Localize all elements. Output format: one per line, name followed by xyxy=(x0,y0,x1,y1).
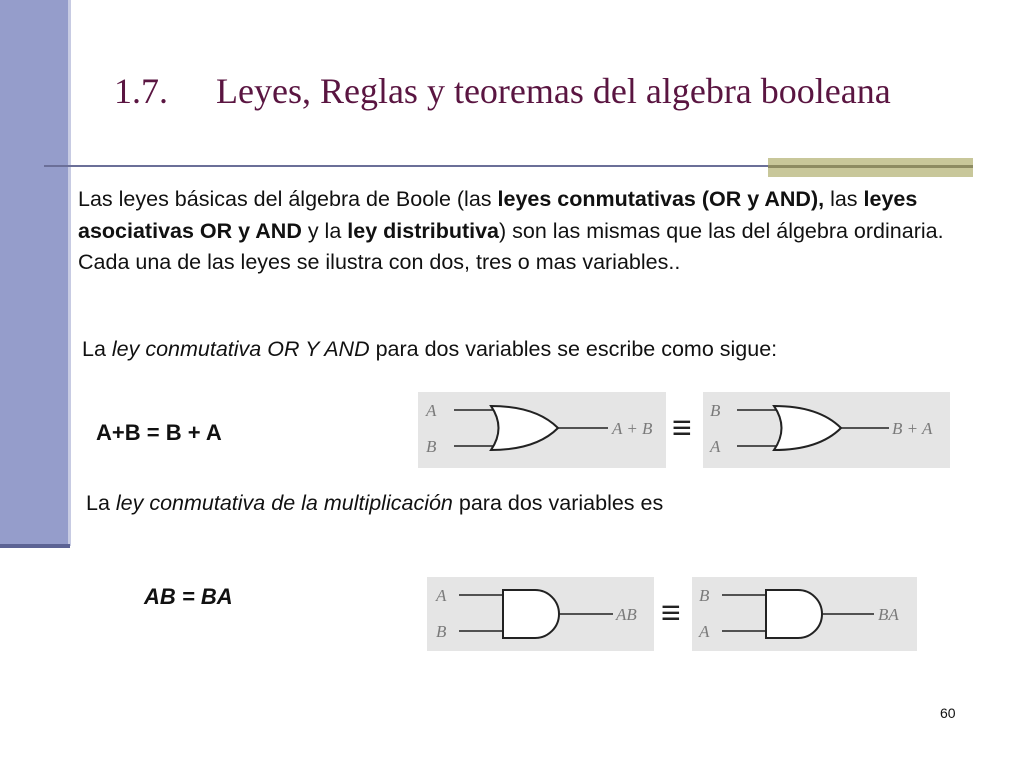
gate-output-label: BA xyxy=(878,605,899,624)
section-title: Leyes, Reglas y teoremas del algebra booleana xyxy=(216,71,891,111)
section-number: 1.7. xyxy=(114,71,168,111)
or-gate-symbol xyxy=(491,406,558,450)
or-gate-diagram-left xyxy=(418,392,666,468)
and-law-formula: AB = BA xyxy=(144,584,233,609)
and-gate-symbol xyxy=(766,590,822,638)
intro-text: Las leyes básicas del álgebra de Boole (las xyxy=(78,187,498,211)
gate-input-label: B xyxy=(699,586,710,605)
gate-output-label: B + A xyxy=(892,419,933,438)
gate-input-label: B xyxy=(710,401,721,420)
gate-input-label: A xyxy=(699,622,710,641)
side-decoration-bar xyxy=(0,0,68,546)
or-law-text: para dos variables se escribe como sigue: xyxy=(369,337,778,361)
and-gate-symbol xyxy=(503,590,559,638)
and-gate-diagram-left xyxy=(427,577,654,651)
side-decoration-base xyxy=(0,544,70,548)
gate-input-label: B xyxy=(426,437,437,456)
and-law-sentence xyxy=(86,491,663,516)
gate-output-label: A + B xyxy=(612,419,653,438)
and-law-text: La xyxy=(86,491,116,515)
intro-text: ) son las mismas que las del álgebra ordinaria. Cada una de las leyes se ilustra con dos, tres o mas variables.. xyxy=(78,218,944,274)
slide-title xyxy=(114,70,891,112)
or-law-emphasis: ley conmutativa OR Y AND xyxy=(111,337,370,361)
or-gate-diagram-right xyxy=(703,392,950,468)
title-accent-box xyxy=(768,158,973,177)
gate-output-label: AB xyxy=(616,605,637,624)
and-gate-svg xyxy=(692,577,917,651)
title-underline xyxy=(44,165,768,167)
equivalence-symbol: ≡ xyxy=(661,594,681,632)
intro-bold-commutative: leyes conmutativas (OR y AND), xyxy=(497,187,825,211)
gate-input-label: A xyxy=(710,437,721,456)
or-gate-symbol xyxy=(774,406,841,450)
side-decoration-shadow xyxy=(68,0,71,546)
or-gate-svg xyxy=(703,392,950,468)
gate-input-label: B xyxy=(436,622,447,641)
intro-paragraph xyxy=(78,184,993,279)
page-number: 60 xyxy=(940,705,956,721)
intro-bold-distributive: ley distributiva xyxy=(347,218,500,243)
intro-text: las xyxy=(824,187,864,211)
intro-bold-associative: leyes asociativas OR y AND xyxy=(78,187,918,243)
and-law-text: para dos variables es xyxy=(452,491,664,515)
or-law-text: La xyxy=(82,337,112,361)
or-gate-svg xyxy=(418,392,666,468)
gate-input-label: A xyxy=(436,586,447,605)
and-gate-svg xyxy=(427,577,654,651)
equivalence-symbol: ≡ xyxy=(672,409,692,447)
gate-input-label: A xyxy=(426,401,437,420)
and-law-emphasis: ley conmutativa de la multiplicación xyxy=(115,491,453,515)
or-law-formula: A+B = B + A xyxy=(96,420,222,445)
or-law-sentence xyxy=(82,337,777,362)
intro-text: y la xyxy=(301,218,348,243)
and-gate-diagram-right xyxy=(692,577,917,651)
